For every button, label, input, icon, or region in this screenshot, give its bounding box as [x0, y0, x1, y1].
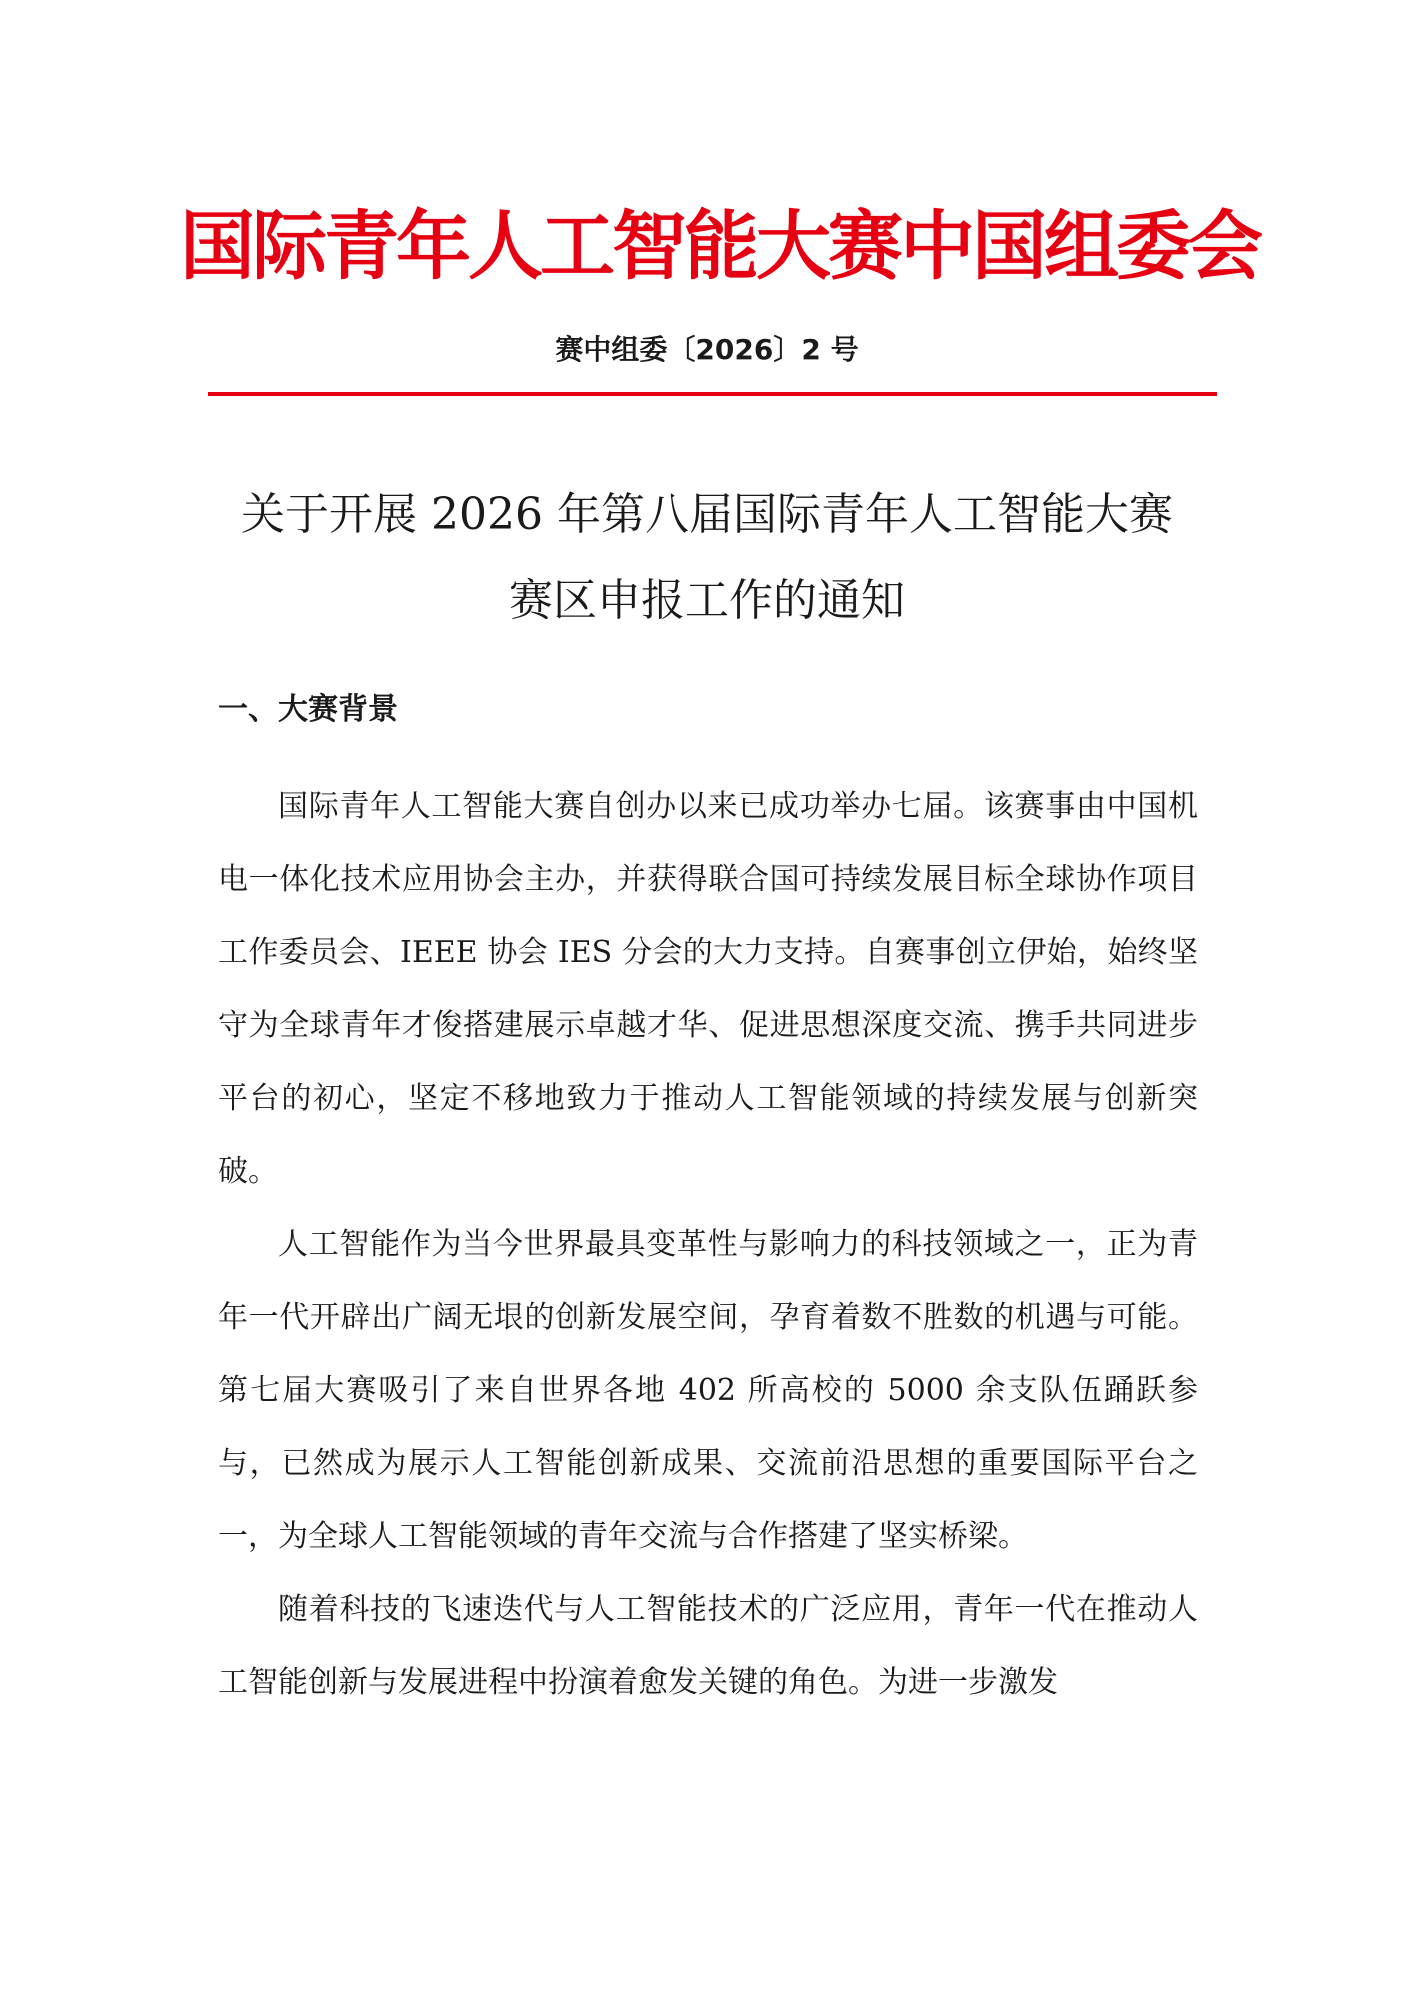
section-heading-background: 一、大赛背景	[218, 692, 398, 727]
document-title	[180, 472, 1234, 644]
body-paragraph-2: 人工智能作为当今世界最具变革性与影响力的科技领域之一，正为青年一代开辟出广阔无垠的创新发展空间，孕育着数不胜数的机遇与可能。第七届大赛吸引了来自世界各地 402 所高校的 5000 余支队伍踊跃参与，已然成为展示人工智能创新成果、交流前沿思想的重要国际平台之一，为全球人工智能领域的青年交流与合作搭建了坚实桥梁。	[218, 1227, 1198, 1554]
document-title-line-2: 赛区申报工作的通知	[509, 575, 905, 626]
document-title-line-1: 关于开展 2026 年第八届国际青年人工智能大赛	[241, 489, 1173, 540]
section-body	[218, 770, 1198, 1719]
organization-letterhead: 国际青年人工智能大赛中国组委会	[180, 202, 1261, 290]
body-paragraph-1: 国际青年人工智能大赛自创办以来已成功举办七届。该赛事由中国机电一体化技术应用协会主办，并获得联合国可持续发展目标全球协作项目工作委员会、IEEE 协会 IES 分会的大力支持。自赛事创立伊始，始终坚守为全球青年才俊搭建展示卓越才华、促进思想深度交流、携手共同进步平台的初心，坚定不移地致力于推动人工智能领域的持续发展与创新突破。	[218, 789, 1198, 1189]
body-paragraph-3: 随着科技的飞速迭代与人工智能技术的广泛应用，青年一代在推动人工智能创新与发展进程中扮演着愈发关键的角色。为进一步激发	[218, 1592, 1198, 1700]
document-number: 赛中组委〔2026〕2 号	[555, 333, 859, 366]
letterhead-red-rule	[208, 392, 1217, 396]
